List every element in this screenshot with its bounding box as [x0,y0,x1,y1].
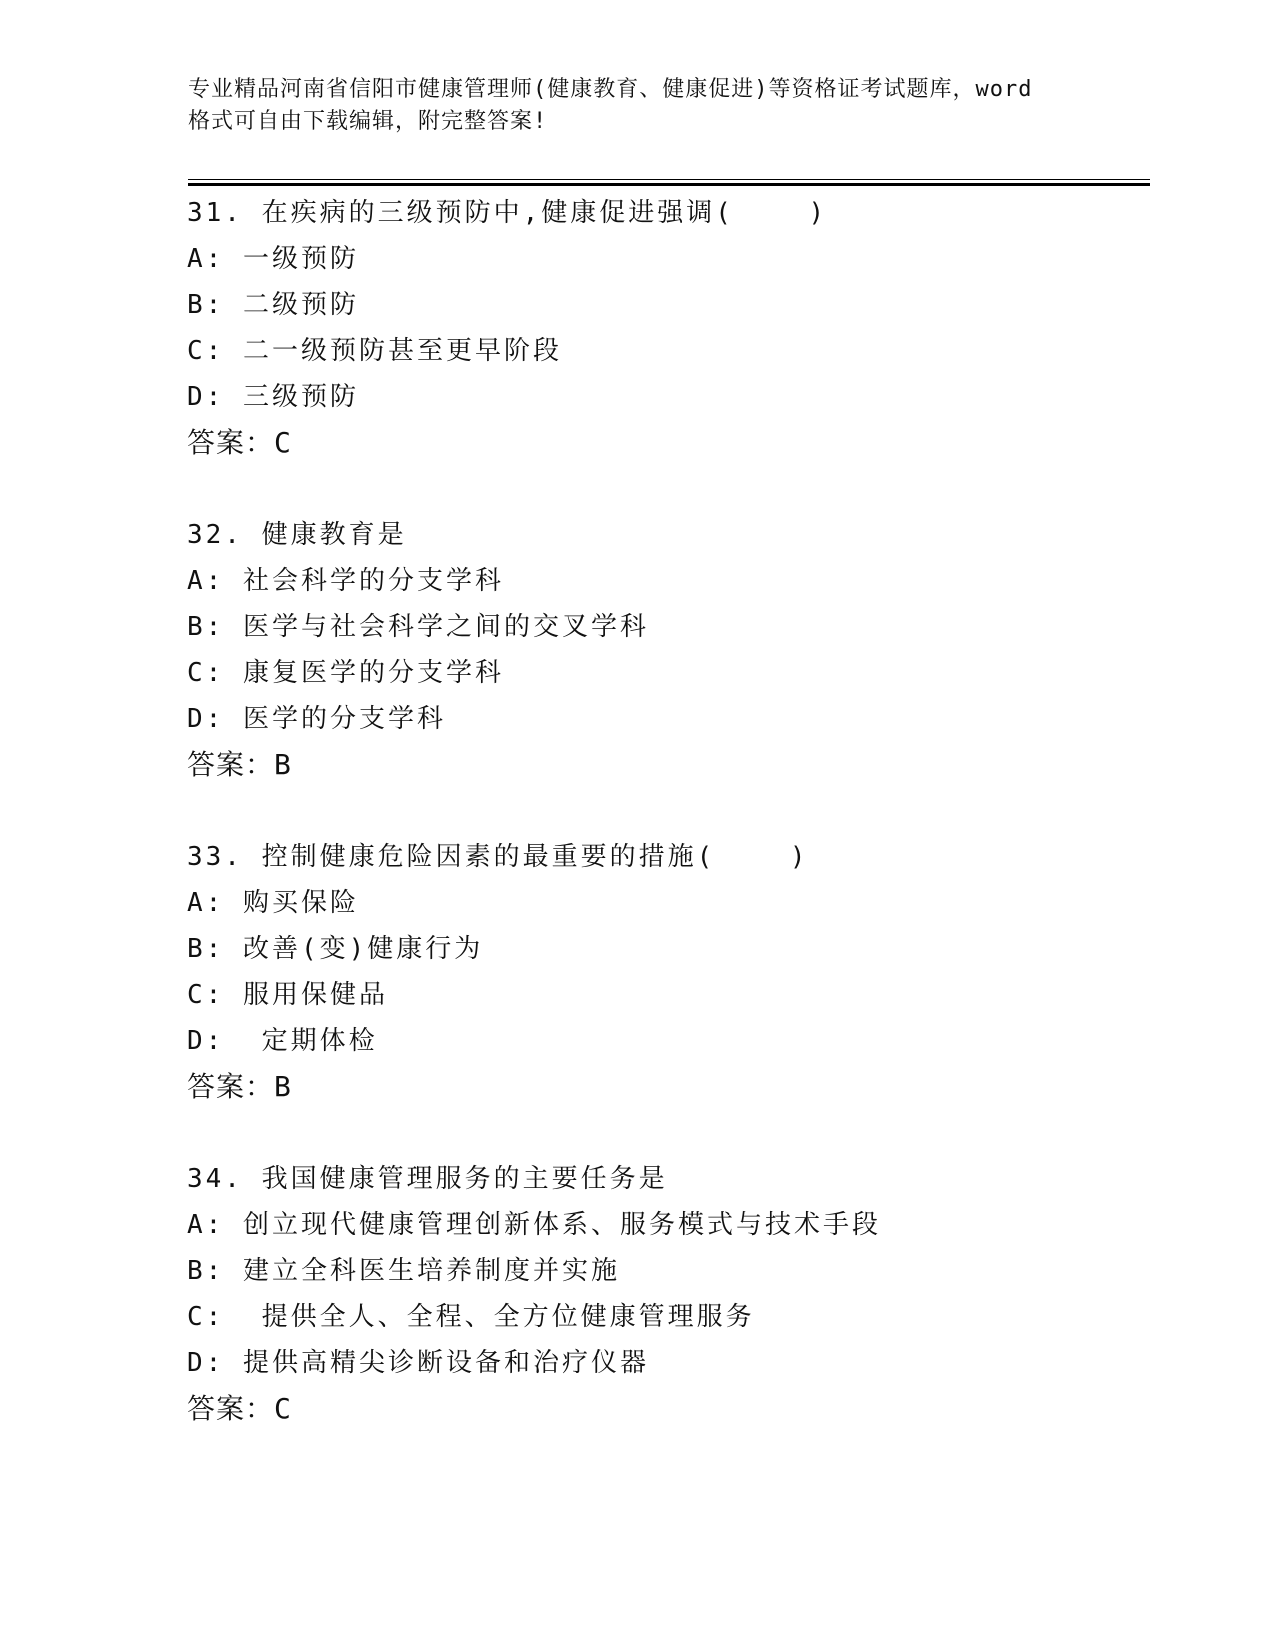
option-b: B: 二级预防 [187,290,359,320]
question-stem: 32. 健康教育是 [187,520,407,550]
option-c: C: 康复医学的分支学科 [187,658,504,688]
option-c: C: 提供全人、全程、全方位健康管理服务 [187,1302,755,1332]
question-list [187,190,1147,1432]
option-d: D: 定期体检 [187,1026,378,1056]
option-a: A: 社会科学的分支学科 [187,566,504,596]
option-c: C: 二一级预防甚至更早阶段 [187,336,562,366]
question-spacer [187,466,1147,512]
option-d: D: 提供高精尖诊断设备和治疗仪器 [187,1348,649,1378]
answer-label: 答案：B [187,748,292,781]
option-a: A: 一级预防 [187,244,359,274]
question-34 [187,1156,1147,1432]
header-divider-thick [188,183,1150,186]
option-a: A: 购买保险 [187,888,359,918]
question-stem: 31. 在疾病的三级预防中,健康促进强调( ) [187,198,828,228]
answer-label: 答案：B [187,1070,292,1103]
option-d: D: 三级预防 [187,382,359,412]
option-b: B: 建立全科医生培养制度并实施 [187,1256,620,1286]
question-33 [187,834,1147,1110]
question-stem: 33. 控制健康危险因素的最重要的措施( ) [187,842,809,872]
option-d: D: 医学的分支学科 [187,704,446,734]
question-stem: 34. 我国健康管理服务的主要任务是 [187,1164,668,1194]
option-b: B: 医学与社会科学之间的交叉学科 [187,612,649,642]
question-spacer [187,1110,1147,1156]
answer-label: 答案：C [187,426,292,459]
option-c: C: 服用保健品 [187,980,388,1010]
question-31 [187,190,1147,466]
answer-label: 答案：C [187,1392,292,1425]
header-divider-thin [188,179,1150,180]
option-b: B: 改善(变)健康行为 [187,934,484,964]
header-line-1: 专业精品河南省信阳市健康管理师(健康教育、健康促进)等资格证考试题库，word [188,77,1033,102]
option-a: A: 创立现代健康管理创新体系、服务模式与技术手段 [187,1210,881,1240]
header-line-2: 格式可自由下载编辑，附完整答案! [188,109,548,134]
document-header [188,74,1088,138]
question-spacer [187,788,1147,834]
question-32 [187,512,1147,788]
